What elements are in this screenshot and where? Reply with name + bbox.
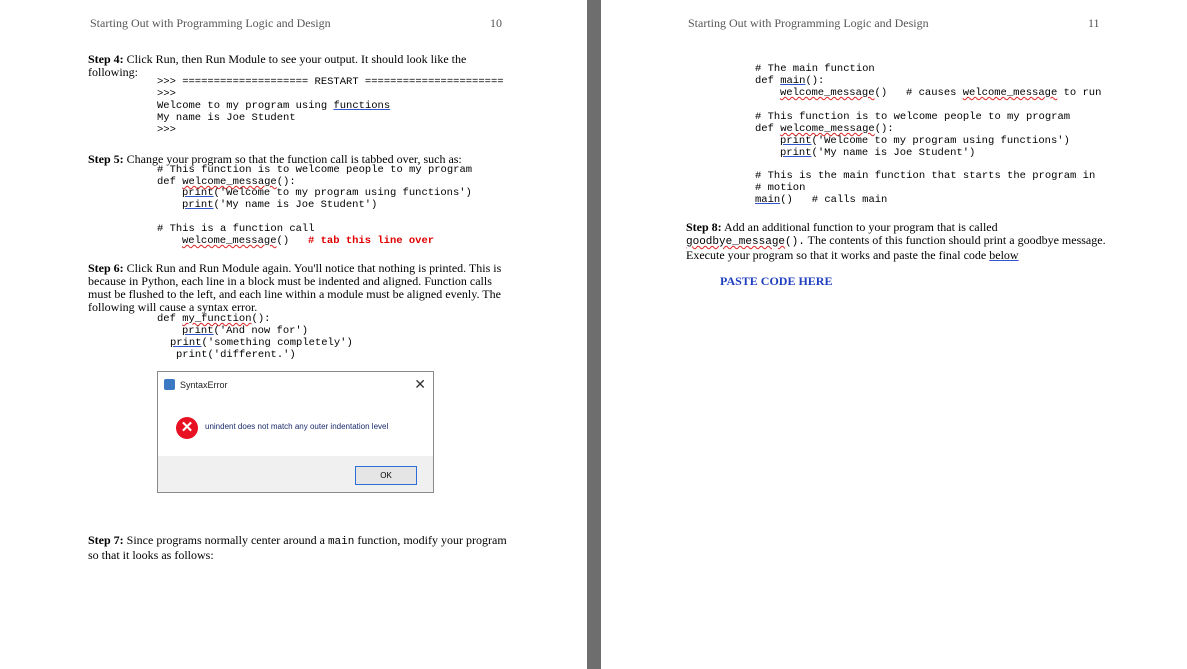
step4-line2: following:	[88, 65, 138, 79]
step7-line2: so that it looks as follows:	[88, 548, 214, 562]
step7-line1	[88, 533, 507, 548]
code-main-call	[755, 194, 887, 206]
close-icon[interactable]: ✕	[414, 376, 426, 392]
shell-line-prompt2: >>>	[157, 124, 176, 136]
step5-label: Step 5:	[88, 152, 124, 166]
step7-text-post: function, modify your program	[354, 533, 507, 547]
step8-text: Add an additional function to your program that is called	[724, 220, 998, 234]
code-print-args: ('Welcome to my program using functions')	[811, 135, 1070, 147]
code-main-call-name: main	[755, 194, 781, 206]
code-call-line	[182, 235, 434, 247]
shell-welcome-text: Welcome to my program using	[157, 100, 334, 112]
code-print-keyword: print	[780, 147, 812, 159]
step8-label: Step 8:	[686, 220, 722, 234]
code-print-keyword: print	[182, 199, 214, 211]
code-call-tail: ()	[276, 235, 290, 247]
step8-code: goodbye_message	[686, 236, 786, 248]
code-def-keyword: def	[157, 313, 183, 325]
step8-text3: Execute your program so that it works and paste the final code	[686, 248, 990, 262]
code-comment: # This function is to welcome people to my program	[755, 111, 1071, 123]
code-def-keyword: def	[755, 75, 781, 87]
step7-code: main	[327, 536, 355, 548]
code-call-comment-name: welcome_message	[962, 87, 1058, 99]
dialog-message: unindent does not match any outer indentation level	[205, 422, 389, 431]
page-header: Starting Out with Programming Logic and Design	[688, 16, 929, 30]
page-header: Starting Out with Programming Logic and Design	[90, 16, 331, 30]
step8-text2: The contents of this function should print a goodbye message.	[804, 233, 1106, 247]
step6-line1	[88, 261, 501, 275]
shell-functions-word: functions	[333, 100, 391, 112]
syntax-error-dialog	[157, 371, 434, 493]
step8-below: below	[989, 248, 1019, 262]
step8-code-tail: ().	[785, 236, 805, 248]
code-call-name: welcome_message	[182, 235, 277, 247]
page-number: 11	[1088, 16, 1100, 30]
code-comment: # This function is to welcome people to my program	[157, 164, 473, 176]
tab-note: # tab this line over	[308, 235, 435, 247]
step6-line3: must be flushed to the left, and each line within a module must be aligned evenly. The	[88, 287, 501, 301]
dialog-title: SyntaxError	[180, 380, 228, 390]
code-func-name: welcome_message	[780, 123, 875, 135]
code-print-args: ('My name is Joe Student')	[811, 147, 976, 159]
code-main-comment: # calls main	[811, 194, 888, 206]
code-print-args: ('My name is Joe Student')	[213, 199, 378, 211]
code-func-name: my_function	[182, 313, 252, 325]
step4-text: Click Run, then Run Module to see your output. It should look like the	[126, 52, 467, 66]
code-print-args: ('something completely')	[201, 337, 353, 349]
code-print-line-1	[780, 135, 1070, 147]
document-page-right	[601, 0, 1187, 669]
err-code-def	[157, 313, 270, 325]
step6-line4: following will cause a syntax error.	[88, 300, 258, 314]
code-print-args: ('And now for')	[213, 325, 309, 337]
code-comment-call: # This is a function call	[157, 223, 315, 235]
code-comment: # This is the main function that starts the program in	[755, 170, 1096, 182]
code-print-keyword: print	[182, 325, 214, 337]
paste-code-label: PASTE CODE HERE	[720, 274, 833, 288]
step7-label: Step 7:	[88, 533, 124, 547]
step4-label: Step 4:	[88, 52, 124, 66]
code-call-comment: # causes	[906, 87, 963, 99]
step8-line2	[686, 233, 1106, 248]
err-code-print-2	[170, 337, 353, 349]
shell-line-welcome	[157, 100, 390, 112]
code-print-keyword: print	[182, 187, 214, 199]
page-number: 10	[490, 16, 502, 30]
code-def-keyword: def	[755, 123, 781, 135]
step8-line1	[686, 220, 998, 234]
code-call-name: welcome_message	[780, 87, 875, 99]
code-main-name: main	[780, 75, 806, 87]
code-call-tail: ()	[874, 87, 888, 99]
code-func-name: welcome_message	[182, 176, 277, 188]
code-print-keyword: print	[170, 337, 202, 349]
code-def-tail: ():	[805, 75, 825, 87]
shell-line-prompt: >>>	[157, 88, 176, 100]
document-page-left	[0, 0, 587, 669]
code-def-tail: ():	[874, 123, 894, 135]
code-comment: # The main function	[755, 63, 875, 75]
step6-label: Step 6:	[88, 261, 124, 275]
step5-text: Change your program so that the function call is tabbed over, such as:	[126, 152, 462, 166]
step4-line1	[88, 52, 466, 66]
code-print-keyword: print	[780, 135, 812, 147]
code-print-args: ('Welcome to my program using functions')	[213, 187, 472, 199]
step8-line3	[686, 248, 1019, 262]
code-call-line	[780, 87, 1101, 99]
code-def-tail: ():	[276, 176, 296, 188]
step6-text: Click Run and Run Module again. You'll notice that nothing is printed. This is	[126, 261, 502, 275]
code-def-keyword: def	[157, 176, 183, 188]
shell-line-restart: >>> ==================== RESTART ======================	[157, 76, 504, 88]
code-def-main	[755, 75, 824, 87]
code-call-comment-post: to run	[1057, 87, 1102, 99]
step6-line2: because in Python, each line in a block must be indented and aligned. Function calls	[88, 274, 492, 288]
code-print-line-1	[182, 187, 472, 199]
err-code-print-3: print('different.')	[176, 349, 296, 361]
err-code-print-1	[182, 325, 308, 337]
code-print-line-2	[182, 199, 377, 211]
code-print-line-2	[780, 147, 975, 159]
step7-text-pre: Since programs normally center around a	[126, 533, 328, 547]
error-icon: ✕	[176, 417, 198, 439]
python-app-icon	[164, 379, 175, 390]
code-call-tail: ()	[780, 194, 793, 206]
shell-line-name: My name is Joe Student	[157, 112, 296, 124]
code-def-welcome	[755, 123, 894, 135]
ok-button[interactable]: OK	[355, 466, 417, 485]
dialog-footer	[158, 456, 433, 492]
code-comment: # motion	[755, 182, 806, 194]
code-def-tail: ():	[251, 313, 271, 325]
